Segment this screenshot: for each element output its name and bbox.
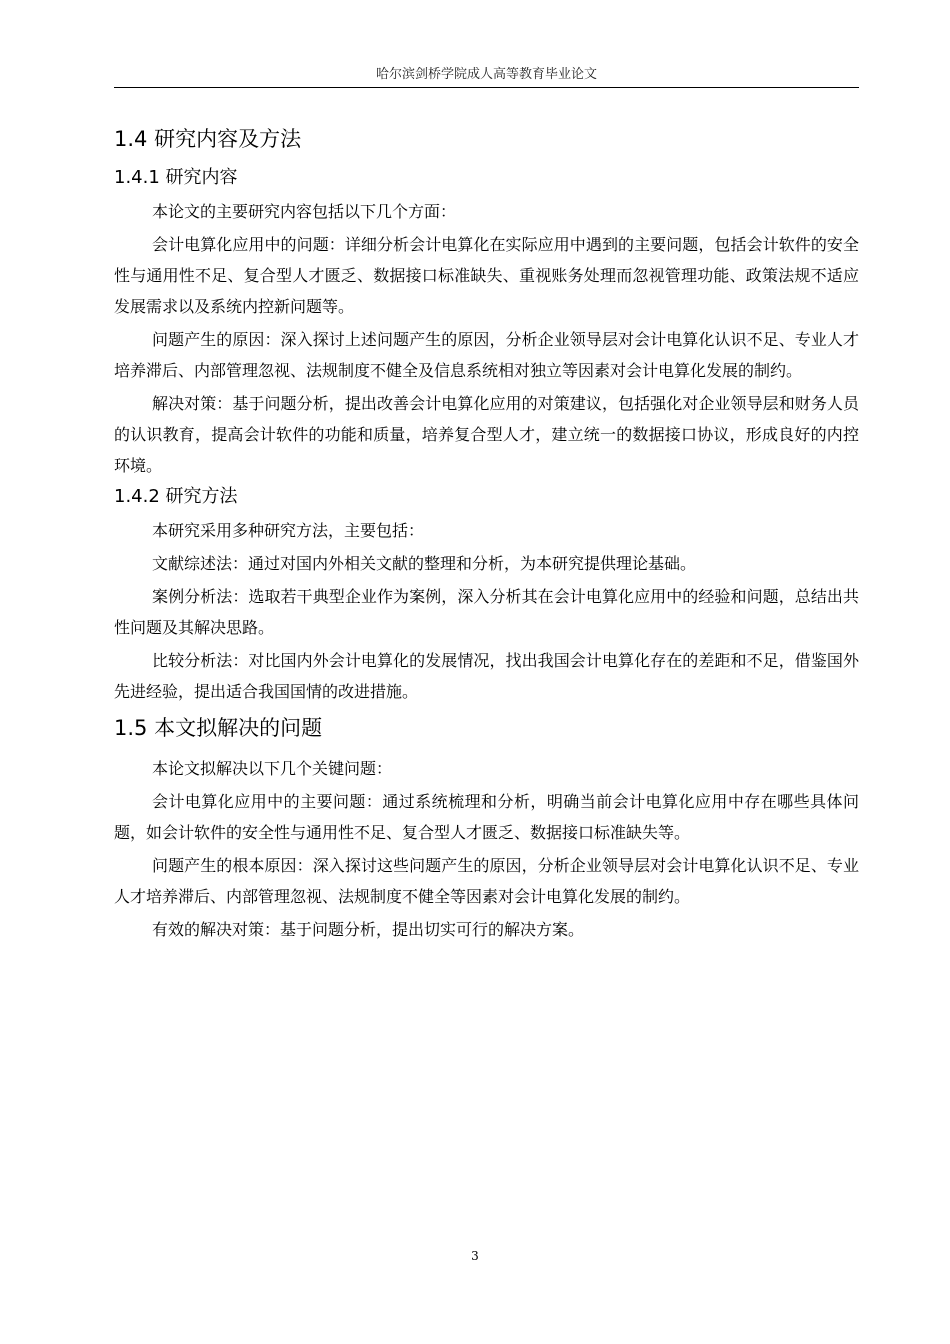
paragraph: 本论文拟解决以下几个关键问题： [152,759,393,778]
paragraph: 解决对策：基于问题分析，提出改善会计电算化应用的对策建议，包括强化对企业领导层和财务人员的认识教育，提高会计软件的功能和质量，培养复合型人才，建立统一的数据接口协议，形成良好的内控环境。 [114,394,859,475]
paragraph: 问题产生的根本原因：深入探讨这些问题产生的原因，分析企业领导层对会计电算化认识不足、专业人才培养滞后、内部管理忽视、法规制度不健全等因素对会计电算化发展的制约。 [114,856,859,906]
paragraph: 本研究采用多种研究方法，主要包括： [152,521,425,540]
paragraph: 本论文的主要研究内容包括以下几个方面： [152,202,457,221]
paragraph: 问题产生的原因：深入探讨上述问题产生的原因，分析企业领导层对会计电算化认识不足、专业人才培养滞后、内部管理忽视、法规制度不健全及信息系统相对独立等因素对会计电算化发展的制约。 [114,330,859,380]
paragraph: 有效的解决对策：基于问题分析，提出切实可行的解决方案。 [152,920,585,939]
document-body [114,118,859,947]
page-header: 哈尔滨剑桥学院成人高等教育毕业论文 [375,67,597,82]
section-heading-1-4: 1.4 研究内容及方法 [114,127,302,151]
paragraph: 比较分析法：对比国内外会计电算化的发展情况，找出我国会计电算化存在的差距和不足，借鉴国外先进经验，提出适合我国国情的改进措施。 [114,651,859,701]
page-number: 3 [471,1249,479,1263]
section-heading-1-5: 1.5 本文拟解决的问题 [114,716,323,740]
paragraph: 文献综述法：通过对国内外相关文献的整理和分析，为本研究提供理论基础。 [152,554,697,573]
subsection-heading-1-4-2: 1.4.2 研究方法 [114,486,238,507]
paragraph: 会计电算化应用中的主要问题：通过系统梳理和分析，明确当前会计电算化应用中存在哪些具体问题，如会计软件的安全性与通用性不足、复合型人才匮乏、数据接口标准缺失等。 [114,792,859,842]
paragraph: 会计电算化应用中的问题：详细分析会计电算化在实际应用中遇到的主要问题，包括会计软件的安全性与通用性不足、复合型人才匮乏、数据接口标准缺失、重视账务处理而忽视管理功能、政策法规不适应发展需求以及系统内控新问题等。 [114,235,859,316]
header-rule [114,87,859,88]
paragraph: 案例分析法：选取若干典型企业作为案例，深入分析其在会计电算化应用中的经验和问题，总结出共性问题及其解决思路。 [114,587,859,637]
subsection-heading-1-4-1: 1.4.1 研究内容 [114,167,238,188]
